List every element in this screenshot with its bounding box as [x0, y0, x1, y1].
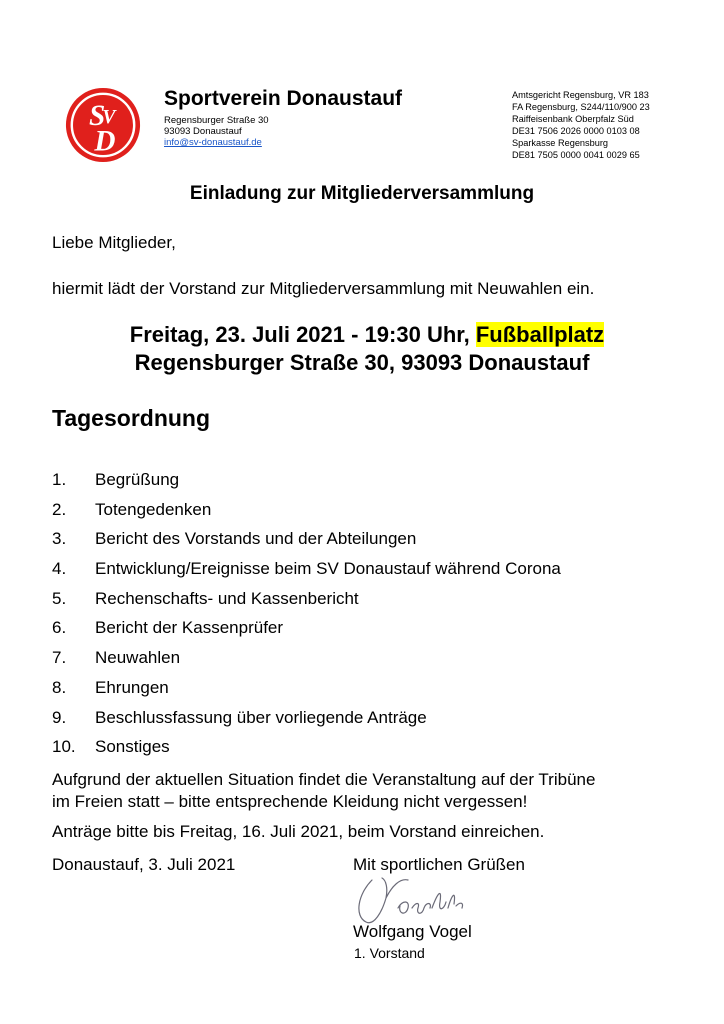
agenda-text: Ehrungen — [95, 677, 169, 697]
agenda-text: Bericht der Kassenprüfer — [95, 618, 284, 638]
agenda-number: 4. — [52, 559, 67, 579]
svg-text:D: D — [94, 125, 116, 158]
event-place-highlight: Fußballplatz — [475, 322, 605, 347]
agenda-text: Totengedenken — [95, 499, 212, 519]
event-date-time: Freitag, 23. Juli 2021 - 19:30 Uhr, — [129, 322, 470, 347]
registry-line: Raiffeisenbank Oberpfalz Süd — [512, 114, 634, 124]
agenda-number: 3. — [52, 529, 67, 549]
club-logo — [64, 86, 142, 164]
agenda-heading: Tagesordnung — [52, 405, 211, 431]
event-address: Regensburger Straße 30, 93093 Donaustauf — [134, 350, 590, 375]
registry-line: DE31 7506 2026 0000 0103 08 — [512, 126, 640, 136]
address-city: 93093 Donaustauf — [164, 126, 242, 137]
agenda-number: 2. — [52, 499, 67, 519]
intro-text: hiermit lädt der Vorstand zur Mitgliederversammlung mit Neuwahlen ein. — [52, 279, 595, 298]
registry-line: DE81 7505 0000 0041 0029 65 — [512, 150, 640, 160]
agenda-text: Sonstiges — [95, 737, 170, 757]
registry-line: FA Regensburg, S244/110/900 23 — [512, 102, 650, 112]
greeting: Liebe Mitglieder, — [52, 233, 176, 252]
club-name: Sportverein Donaustauf — [164, 87, 403, 110]
agenda-number: 10. — [52, 737, 76, 757]
agenda-text: Bericht des Vorstands und der Abteilungen — [95, 529, 417, 549]
agenda-number: 6. — [52, 618, 67, 638]
registry-line: Amtsgericht Regensburg, VR 183 — [512, 90, 649, 100]
agenda-text: Rechenschafts- und Kassenbericht — [95, 588, 359, 608]
agenda-text: Entwicklung/Ereignisse beim SV Donaustauf während Corona — [95, 559, 561, 579]
agenda-text: Beschlussfassung über vorliegende Anträge — [95, 707, 427, 727]
agenda-number: 7. — [52, 648, 67, 668]
document-title: Einladung zur Mitgliederversammlung — [189, 183, 535, 204]
signer-role: 1. Vorstand — [354, 945, 425, 961]
agenda-number: 5. — [52, 588, 67, 608]
place-date: Donaustauf, 3. Juli 2021 — [52, 855, 236, 874]
agenda-number: 1. — [52, 470, 67, 489]
agenda-number: 8. — [52, 677, 67, 697]
agenda-number: 9. — [52, 707, 67, 727]
event-date-line — [0, 322, 724, 348]
agenda-text: Begrüßung — [95, 470, 180, 489]
agenda-text: Neuwahlen — [95, 648, 181, 668]
svg-text:S: S — [89, 100, 106, 132]
svg-text:V: V — [102, 107, 116, 129]
situation-note-line2: im Freien statt – bitte entsprechende Kleidung nicht vergessen! — [52, 792, 528, 811]
registry-line: Sparkasse Regensburg — [512, 138, 609, 148]
email-link[interactable]: info@sv-donaustauf.de — [164, 137, 262, 148]
address-street: Regensburger Straße 30 — [164, 115, 269, 126]
situation-note-line1: Aufgrund der aktuellen Situation findet die Veranstaltung auf der Tribüne — [52, 770, 596, 789]
motions-deadline: Anträge bitte bis Freitag, 16. Juli 2021, beim Vorstand einreichen. — [52, 822, 545, 841]
closing-regards: Mit sportlichen Grüßen — [353, 855, 525, 874]
handwritten-signature — [352, 872, 468, 928]
signer-name: Wolfgang Vogel — [353, 922, 472, 941]
